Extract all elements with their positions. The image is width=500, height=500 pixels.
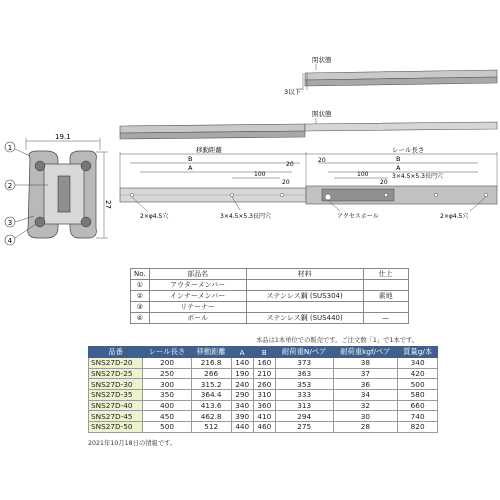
spec-model-cell: SNS27D-30	[89, 379, 143, 390]
parts-cell-finish	[363, 280, 408, 291]
spec-value-cell: 313	[275, 400, 333, 411]
cross-width-label: 19.1	[55, 133, 71, 141]
spec-value-cell: 275	[275, 422, 333, 433]
hole-label-right: 2×φ4.5穴	[440, 213, 469, 220]
spec-model-cell: SNS27D-35	[89, 390, 143, 401]
spec-value-cell: 32	[333, 400, 398, 411]
spec-value-cell: 460	[253, 422, 275, 433]
spec-value-cell: 400	[143, 400, 191, 411]
parts-cell-name: アウターメンバー	[149, 280, 246, 291]
spec-value-cell: 36	[333, 379, 398, 390]
parts-header-cell: 部品名	[149, 269, 246, 280]
spec-table-row	[89, 379, 438, 390]
spec-header-cell: レール長さ	[143, 347, 191, 358]
parts-cell-name: インナーメンバー	[149, 291, 246, 302]
date-note: 2021年10月18日の情報です。	[88, 440, 177, 447]
parts-cell-material	[246, 302, 363, 313]
spec-value-cell: 512	[191, 422, 231, 433]
travel-label: 移動距離	[196, 146, 222, 154]
parts-cell-no: ①	[131, 280, 150, 291]
spec-table	[88, 346, 438, 433]
part-number-4: 4	[7, 237, 13, 245]
spec-header-cell: 移動距離	[191, 347, 231, 358]
spec-model-cell: SNS27D-40	[89, 400, 143, 411]
spec-value-cell: 340	[398, 358, 438, 369]
dim-20-left-lower: 20	[282, 179, 290, 186]
spec-value-cell: 240	[231, 379, 253, 390]
spec-value-cell: 440	[231, 422, 253, 433]
spec-header-cell: 耐荷重N/ペア	[275, 347, 333, 358]
spec-value-cell: 462.8	[191, 411, 231, 422]
spec-value-cell: 340	[231, 400, 253, 411]
dim-a-right: A	[396, 164, 401, 172]
spec-table-row	[89, 358, 438, 369]
rail-plan-view	[120, 145, 497, 220]
spec-value-cell: 740	[398, 411, 438, 422]
spec-value-cell: 216.8	[191, 358, 231, 369]
parts-table-row	[131, 291, 409, 302]
dim-20-left-upper: 20	[286, 161, 294, 168]
dim-20-right-upper: 20	[318, 157, 326, 164]
spec-value-cell: 160	[253, 358, 275, 369]
access-hole-label: アクセスホール	[337, 213, 379, 220]
spec-value-cell: 140	[231, 358, 253, 369]
closed-label: 閉状態	[312, 56, 332, 64]
spec-table-body	[89, 347, 438, 433]
parts-table-header	[131, 269, 409, 280]
spec-model-cell: SNS27D-50	[89, 422, 143, 433]
cross-height-label: 27	[104, 200, 112, 209]
spec-table-header	[89, 347, 438, 358]
part-number-3: 3	[7, 219, 13, 227]
spec-value-cell: 37	[333, 368, 398, 379]
rail-length-label: レール長さ	[392, 146, 425, 154]
spec-table-row	[89, 390, 438, 401]
parts-cell-material: ステンレス鋼 (SUS440)	[246, 313, 363, 324]
spec-value-cell: 38	[333, 358, 398, 369]
spec-value-cell: 363	[275, 368, 333, 379]
spec-model-cell: SNS27D-20	[89, 358, 143, 369]
spec-value-cell: 373	[275, 358, 333, 369]
spec-value-cell: 30	[333, 411, 398, 422]
parts-header-cell: No.	[131, 269, 150, 280]
spec-header-cell: 耐荷重kgf/ペア	[333, 347, 398, 358]
spec-value-cell: 350	[143, 390, 191, 401]
parts-table-row	[131, 280, 409, 291]
spec-model-cell: SNS27D-25	[89, 368, 143, 379]
parts-table-body	[131, 269, 409, 324]
spec-header-cell: 品番	[89, 347, 143, 358]
spec-value-cell: 200	[143, 358, 191, 369]
parts-cell-finish: —	[363, 313, 408, 324]
spec-value-cell: 260	[253, 379, 275, 390]
spec-value-cell: 315.2	[191, 379, 231, 390]
parts-cell-no: ②	[131, 291, 150, 302]
spec-value-cell: 390	[231, 411, 253, 422]
spec-value-cell: 413.6	[191, 400, 231, 411]
parts-table	[130, 268, 409, 324]
sales-unit-note: 本品は1本単位での販売です。ご注文数「1」で1本です。	[256, 337, 419, 344]
part-number-1: 1	[7, 144, 13, 152]
parts-cell-material: ステンレス鋼 (SUS304)	[246, 291, 363, 302]
spec-value-cell: 266	[191, 368, 231, 379]
parts-table-row	[131, 302, 409, 313]
dim-100-right: 100	[357, 171, 369, 178]
parts-header-cell: 材料	[246, 269, 363, 280]
spec-value-cell: 210	[253, 368, 275, 379]
slot-hole-label-top: 3×4.5×5.3長円穴	[392, 173, 443, 180]
open-state-view	[120, 109, 497, 139]
spec-table-row	[89, 368, 438, 379]
spec-value-cell: 310	[253, 390, 275, 401]
spec-table-row	[89, 422, 438, 433]
slot-hole-label-bottom: 3×4.5×5.3長円穴	[220, 213, 271, 220]
hole-label-left: 2×φ4.5穴	[140, 213, 169, 220]
spec-value-cell: 290	[231, 390, 253, 401]
spec-header-cell: 質量g/本	[398, 347, 438, 358]
spec-value-cell: 420	[398, 368, 438, 379]
parts-header-cell: 仕上	[363, 269, 408, 280]
spec-value-cell: 294	[275, 411, 333, 422]
open-label: 開状態	[312, 110, 332, 118]
spec-value-cell: 500	[398, 379, 438, 390]
spec-value-cell: 820	[398, 422, 438, 433]
spec-table-row	[89, 411, 438, 422]
spec-value-cell: 353	[275, 379, 333, 390]
spec-value-cell: 450	[143, 411, 191, 422]
parts-cell-finish: 素地	[363, 291, 408, 302]
dim-100-left: 100	[254, 171, 266, 178]
dim-a-left: A	[188, 164, 193, 172]
spec-value-cell: 580	[398, 390, 438, 401]
dim-20-right-lower: 20	[380, 179, 388, 186]
spec-value-cell: 500	[143, 422, 191, 433]
spec-header-cell: B	[253, 347, 275, 358]
parts-cell-material	[246, 280, 363, 291]
parts-cell-finish	[363, 302, 408, 313]
spec-value-cell: 410	[253, 411, 275, 422]
dim-b-right: B	[396, 155, 401, 163]
spec-value-cell: 364.4	[191, 390, 231, 401]
parts-cell-name: リテーナー	[149, 302, 246, 313]
spec-header-cell: A	[231, 347, 253, 358]
spec-value-cell: 28	[333, 422, 398, 433]
spec-value-cell: 34	[333, 390, 398, 401]
spec-value-cell: 360	[253, 400, 275, 411]
dim-b-left: B	[188, 155, 193, 163]
parts-cell-name: ボール	[149, 313, 246, 324]
part-number-2: 2	[7, 182, 13, 190]
spec-value-cell: 333	[275, 390, 333, 401]
spec-value-cell: 660	[398, 400, 438, 411]
spec-value-cell: 300	[143, 379, 191, 390]
spec-value-cell: 250	[143, 368, 191, 379]
closed-dim-label: 3以下	[284, 88, 302, 96]
parts-cell-no: ④	[131, 313, 150, 324]
spec-table-row	[89, 400, 438, 411]
spec-value-cell: 190	[231, 368, 253, 379]
cross-section-view	[5, 133, 112, 245]
parts-table-row	[131, 313, 409, 324]
closed-state-view	[284, 55, 497, 96]
parts-cell-no: ③	[131, 302, 150, 313]
spec-model-cell: SNS27D-45	[89, 411, 143, 422]
